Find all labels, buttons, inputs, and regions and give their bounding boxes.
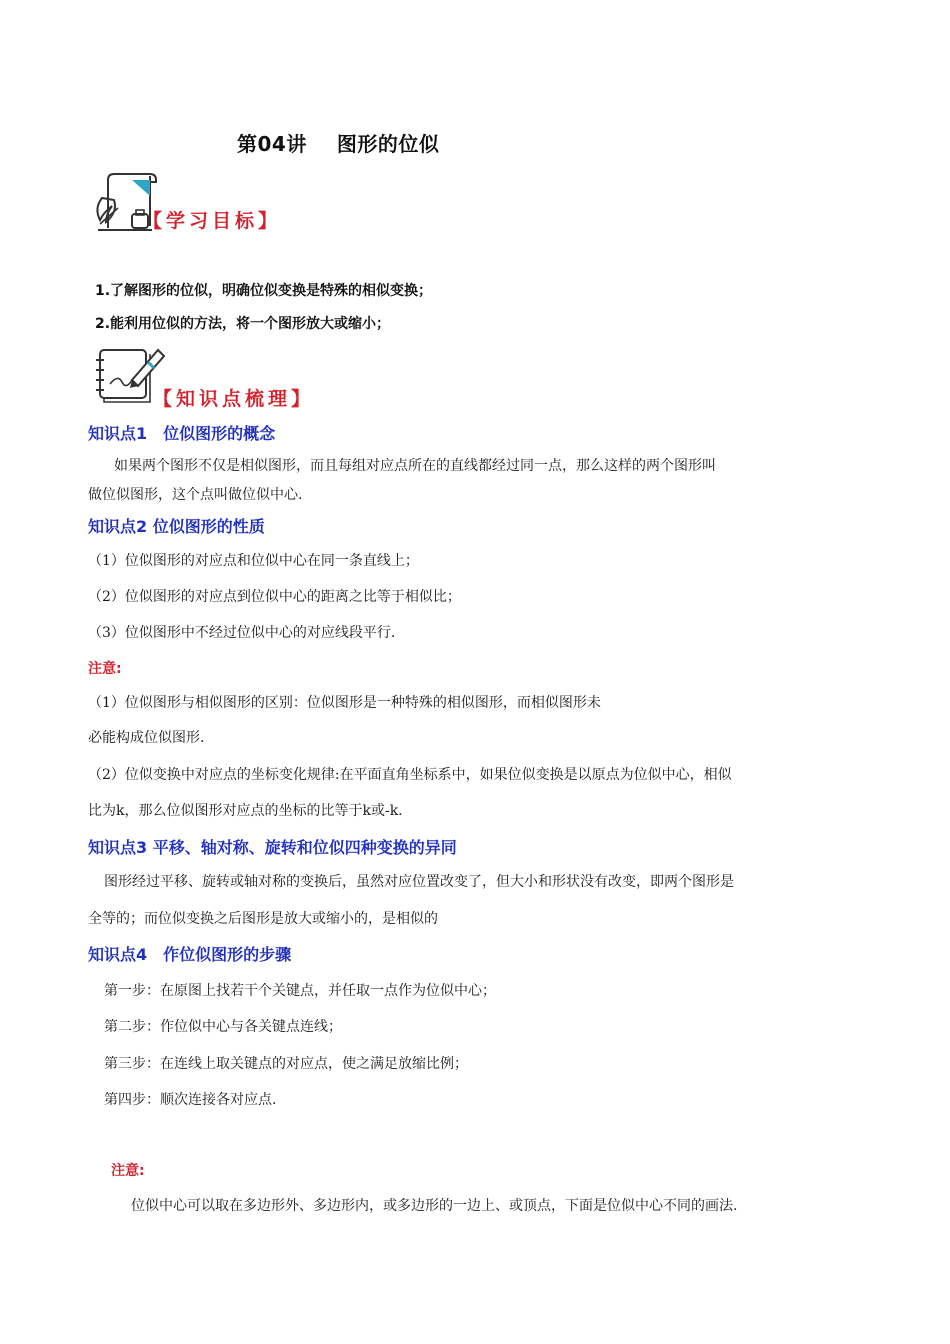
kp2-line-1: （1）位似图形的对应点和位似中心在同一条直线上； xyxy=(88,553,419,569)
kp2-line-3: （3）位似图形中不经过位似中心的对应线段平行. xyxy=(88,625,396,641)
kp2-note-line-2: 必能构成位似图形. xyxy=(88,730,205,746)
kp2-note-line-1: （1）位似图形与相似图形的区别：位似图形是一种特殊的相似图形，而相似图形未 xyxy=(88,695,601,711)
kp2-heading: 知识点2 位似图形的性质 xyxy=(88,517,265,536)
kp4-step-4: 第四步：顺次连接各对应点. xyxy=(104,1092,277,1108)
goal-item-1: 1.了解图形的位似，明确位似变换是特殊的相似变换； xyxy=(95,283,433,299)
goal-item-2: 2.能利用位似的方法，将一个图形放大或缩小； xyxy=(95,316,391,332)
kp1-heading: 知识点1 位似图形的概念 xyxy=(88,424,276,443)
lesson-topic: 图形的位似 xyxy=(336,132,440,156)
kp1-line-1: 如果两个图形不仅是相似图形，而且每组对应点所在的直线都经过同一点，那么这样的两个图形叫 xyxy=(114,458,716,474)
learning-goals-banner: 【学习目标】 xyxy=(143,210,282,232)
kp4-note-label: 注意: xyxy=(111,1163,145,1179)
lesson-number: 第04讲 xyxy=(237,132,307,156)
knowledge-banner: 【知识点梳理】 xyxy=(153,388,315,410)
kp3-line-1: 图形经过平移、旋转或轴对称的变换后，虽然对应位置改变了，但大小和形状没有改变，即两个图形是 xyxy=(104,874,734,890)
kp3-line-2: 全等的；而位似变换之后图形是放大或缩小的，是相似的 xyxy=(88,911,438,927)
kp4-note-line: 位似中心可以取在多边形外、多边形内，或多边形的一边上、或顶点，下面是位似中心不同的画法. xyxy=(131,1198,738,1214)
kp2-note-label: 注意: xyxy=(88,661,122,677)
kp4-step-3: 第三步：在连线上取关键点的对应点，使之满足放缩比例； xyxy=(104,1056,468,1072)
page-title xyxy=(237,128,439,157)
kp4-step-1: 第一步：在原图上找若干个关键点，并任取一点作为位似中心； xyxy=(104,983,496,999)
kp2-line-2: （2）位似图形的对应点到位似中心的距离之比等于相似比； xyxy=(88,589,461,605)
kp1-line-2: 做位似图形，这个点叫做位似中心. xyxy=(88,487,303,503)
kp2-note-line-4: 比为k，那么位似图形对应点的坐标的比等于k或-k. xyxy=(88,803,403,819)
kp2-note-line-3: （2）位似变换中对应点的坐标变化规律:在平面直角坐标系中，如果位似变换是以原点为位似中心，相似 xyxy=(88,767,732,783)
kp4-step-2: 第二步：作位似中心与各关键点连线； xyxy=(104,1019,342,1035)
kp3-heading: 知识点3 平移、轴对称、旋转和位似四种变换的异同 xyxy=(88,838,457,857)
kp4-heading: 知识点4 作位似图形的步骤 xyxy=(88,945,292,964)
